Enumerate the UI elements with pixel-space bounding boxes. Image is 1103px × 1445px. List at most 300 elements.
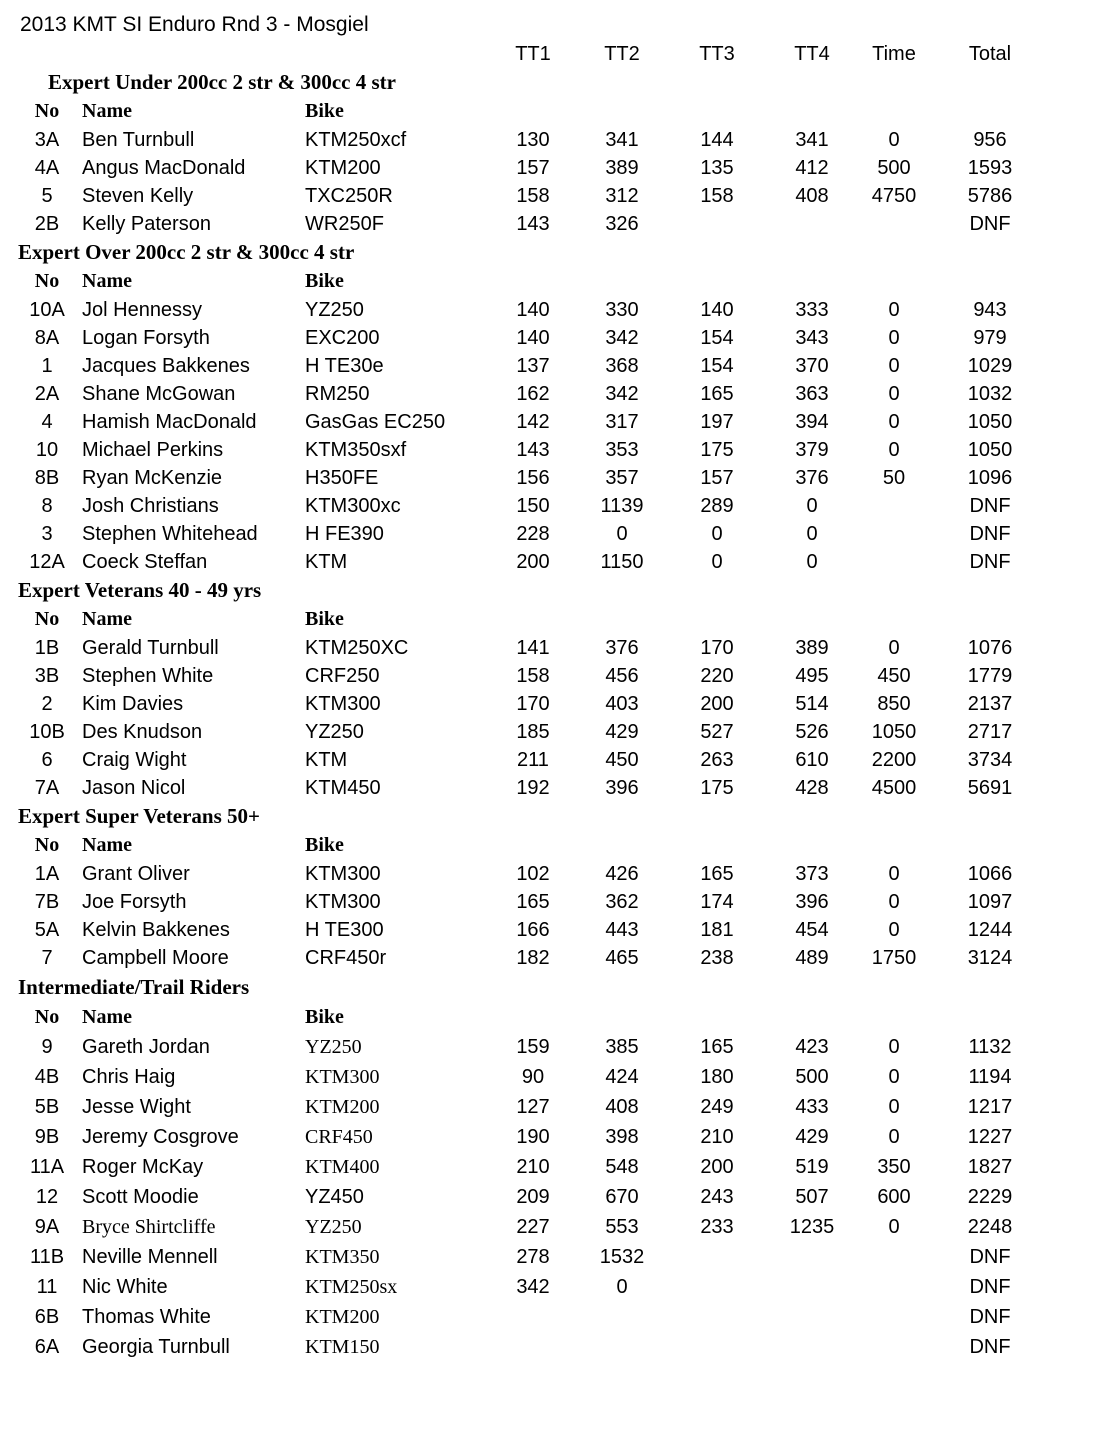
- column-header-bike: Bike: [305, 100, 344, 122]
- cell-tt1: 209: [516, 1186, 550, 1208]
- column-header-spacer: [664, 605, 770, 634]
- cell-tt3: [664, 210, 770, 238]
- cell-rider-name: Stephen Whitehead: [82, 523, 258, 545]
- cell-rider-name: Kelvin Bakkenes: [82, 919, 230, 941]
- cell-rider-name: Logan Forsyth: [82, 327, 210, 349]
- cell-rider-name: Nic White: [82, 1276, 168, 1298]
- cell-rider-number: 6: [41, 749, 53, 771]
- column-header-time: Time: [872, 43, 916, 65]
- table-row: [0, 690, 1103, 718]
- cell-tt3: 233: [700, 1216, 734, 1238]
- cell-bike: KTM: [305, 749, 348, 771]
- cell-rider-number: 12: [35, 1186, 59, 1208]
- cell-bike: KTM400: [305, 1156, 380, 1178]
- cell-rider-name: Kim Davies: [82, 693, 184, 715]
- cell-bike: KTM300xc: [305, 495, 401, 517]
- cell-total: 2229: [967, 1186, 1013, 1208]
- cell-rider-name: Shane McGowan: [82, 383, 236, 405]
- cell-rider-number: 2: [41, 693, 53, 715]
- cell-tt3: 289: [700, 495, 734, 517]
- cell-tt3: 180: [700, 1066, 734, 1088]
- cell-tt4: 454: [795, 919, 829, 941]
- cell-tt2: 553: [605, 1216, 639, 1238]
- cell-tt2: 424: [605, 1066, 639, 1088]
- cell-tt3: [664, 1332, 770, 1362]
- cell-tt2: 389: [605, 157, 639, 179]
- cell-tt4: 500: [795, 1066, 829, 1088]
- column-header-spacer-bike: [301, 40, 486, 68]
- cell-rider-name: Jesse Wight: [82, 1096, 191, 1118]
- cell-bike: TXC250R: [305, 185, 393, 207]
- cell-bike: KTM250XC: [305, 637, 409, 659]
- cell-time: 0: [888, 1066, 900, 1088]
- cell-tt3: 238: [700, 947, 734, 969]
- table-row: [0, 860, 1103, 888]
- cell-tt1: 137: [516, 355, 550, 377]
- column-header-spacer: [580, 97, 664, 126]
- section-column-header-row: [0, 267, 1103, 296]
- cell-tt4: 423: [795, 1036, 829, 1058]
- cell-bike: H TE300: [305, 919, 384, 941]
- cell-bike: KTM200: [305, 157, 381, 179]
- cell-tt4: 343: [795, 327, 829, 349]
- cell-tt1: 143: [516, 439, 550, 461]
- cell-total: 1076: [967, 637, 1013, 659]
- column-header-spacer: [486, 605, 580, 634]
- cell-tt4: 408: [795, 185, 829, 207]
- cell-total: 1593: [967, 157, 1013, 179]
- table-row: [0, 436, 1103, 464]
- table-row: [0, 1242, 1103, 1272]
- cell-bike: H350FE: [305, 467, 379, 489]
- cell-total: 1032: [967, 383, 1013, 405]
- cell-rider-number: 11A: [29, 1156, 65, 1178]
- cell-rider-name: Ben Turnbull: [82, 129, 195, 151]
- cell-time: [854, 492, 934, 520]
- cell-bike: RM250: [305, 383, 370, 405]
- cell-tt4: 412: [795, 157, 829, 179]
- cell-bike: KTM300: [305, 863, 381, 885]
- cell-time: [854, 1302, 934, 1332]
- cell-tt3: 154: [700, 355, 734, 377]
- cell-tt4: 389: [795, 637, 829, 659]
- table-row: [0, 154, 1103, 182]
- column-header-spacer: [854, 1002, 934, 1032]
- cell-total: 2137: [967, 693, 1013, 715]
- cell-tt3: 140: [700, 299, 734, 321]
- column-header-name: Name: [82, 834, 132, 856]
- section-header: Expert Over 200cc 2 str & 300cc 4 str: [18, 240, 355, 264]
- cell-tt2: 317: [605, 411, 639, 433]
- cell-time: 0: [888, 299, 900, 321]
- cell-total: 1194: [968, 1066, 1012, 1088]
- cell-total: 1096: [967, 467, 1013, 489]
- table-row: [0, 408, 1103, 436]
- cell-total: DNF: [969, 523, 1011, 545]
- table-row: [0, 1212, 1103, 1242]
- cell-tt3: 200: [700, 1156, 734, 1178]
- cell-tt4: 495: [795, 665, 829, 687]
- cell-tt3: 0: [711, 523, 723, 545]
- cell-time: 450: [877, 665, 911, 687]
- cell-time: 0: [888, 637, 900, 659]
- cell-total: 1217: [967, 1096, 1013, 1118]
- cell-rider-name: Chris Haig: [82, 1066, 176, 1088]
- cell-tt1: 150: [516, 495, 550, 517]
- cell-total: 943: [973, 299, 1007, 321]
- cell-tt2: 341: [605, 129, 639, 151]
- cell-bike: YZ250: [305, 299, 364, 321]
- cell-rider-number: 6A: [34, 1336, 60, 1358]
- column-header-name: Name: [82, 270, 132, 292]
- table-row: [0, 634, 1103, 662]
- cell-bike: KTM150: [305, 1336, 380, 1358]
- cell-bike: KTM300: [305, 693, 381, 715]
- cell-total: 3124: [967, 947, 1013, 969]
- cell-time: 0: [888, 355, 900, 377]
- column-header-spacer: [854, 831, 934, 860]
- cell-tt4: 429: [795, 1126, 829, 1148]
- column-header-total: Total: [968, 43, 1012, 65]
- cell-tt3: 527: [700, 721, 734, 743]
- cell-tt4: 0: [806, 495, 818, 517]
- cell-total: DNF: [969, 1336, 1011, 1358]
- column-header-spacer: [580, 605, 664, 634]
- cell-rider-name: Thomas White: [82, 1306, 211, 1328]
- cell-tt2: 450: [605, 749, 639, 771]
- cell-tt4: 519: [795, 1156, 829, 1178]
- cell-tt4: 341: [795, 129, 829, 151]
- cell-bike: GasGas EC250: [305, 411, 446, 433]
- cell-tt1: 190: [516, 1126, 550, 1148]
- cell-rider-number: 4B: [34, 1066, 60, 1088]
- cell-rider-number: 10: [35, 439, 59, 461]
- column-header-spacer: [486, 831, 580, 860]
- column-header-no: No: [34, 100, 60, 122]
- cell-bike: KTM250xcf: [305, 129, 407, 151]
- cell-bike: WR250F: [305, 213, 384, 235]
- cell-rider-number: 4: [41, 411, 53, 433]
- cell-tt2: 326: [605, 213, 639, 235]
- cell-tt3: 197: [700, 411, 734, 433]
- column-header-spacer: [770, 831, 854, 860]
- cell-rider-name: Campbell Moore: [82, 947, 229, 969]
- cell-tt2: 670: [605, 1186, 639, 1208]
- cell-tt3: 157: [700, 467, 734, 489]
- cell-tt3: 0: [711, 551, 723, 573]
- column-header-no: No: [34, 834, 60, 856]
- table-row: [0, 718, 1103, 746]
- column-header-spacer: [854, 267, 934, 296]
- cell-tt2: 376: [605, 637, 639, 659]
- cell-tt1: 166: [516, 919, 550, 941]
- cell-tt3: 170: [700, 637, 734, 659]
- column-header-spacer: [486, 97, 580, 126]
- column-header-tt4: TT4: [794, 43, 830, 65]
- cell-tt3: 165: [700, 1036, 734, 1058]
- cell-bike: YZ450: [305, 1186, 364, 1208]
- cell-rider-name: Jason Nicol: [82, 777, 186, 799]
- cell-rider-name: Georgia Turnbull: [82, 1336, 230, 1358]
- cell-total: 5691: [967, 777, 1013, 799]
- column-header-no: No: [34, 608, 60, 630]
- section-column-header-row: [0, 97, 1103, 126]
- cell-total: 1050: [967, 439, 1013, 461]
- table-row: [0, 324, 1103, 352]
- column-header-spacer: [580, 831, 664, 860]
- column-header-bike: Bike: [305, 1006, 344, 1028]
- cell-tt1: 143: [516, 213, 550, 235]
- column-header-spacer: [664, 831, 770, 860]
- cell-time: 4500: [871, 777, 917, 799]
- table-row: [0, 182, 1103, 210]
- cell-tt4: 379: [795, 439, 829, 461]
- cell-rider-number: 9B: [34, 1126, 60, 1148]
- cell-time: 0: [888, 891, 900, 913]
- cell-rider-name: Neville Mennell: [82, 1246, 218, 1268]
- cell-total: 2248: [967, 1216, 1013, 1238]
- cell-time: 50: [882, 467, 906, 489]
- cell-tt1: 140: [516, 299, 550, 321]
- cell-tt4: 526: [795, 721, 829, 743]
- cell-total: 979: [973, 327, 1007, 349]
- cell-tt1: 210: [516, 1156, 550, 1178]
- cell-time: [854, 1242, 934, 1272]
- cell-tt2: 548: [605, 1156, 639, 1178]
- cell-tt2: [580, 1332, 664, 1362]
- section-header: Expert Veterans 40 - 49 yrs: [18, 578, 262, 602]
- cell-total: DNF: [969, 213, 1011, 235]
- cell-tt1: [486, 1332, 580, 1362]
- section-header: Expert Under 200cc 2 str & 300cc 4 str: [48, 70, 396, 94]
- cell-tt4: 370: [795, 355, 829, 377]
- cell-tt1: 200: [516, 551, 550, 573]
- cell-tt4: 333: [795, 299, 829, 321]
- cell-rider-name: Joe Forsyth: [82, 891, 187, 913]
- cell-tt1: 227: [516, 1216, 550, 1238]
- cell-total: 3734: [967, 749, 1013, 771]
- cell-tt3: 249: [700, 1096, 734, 1118]
- cell-bike: YZ250: [305, 1036, 362, 1058]
- cell-time: [854, 1332, 934, 1362]
- cell-rider-number: 2A: [34, 383, 60, 405]
- cell-total: DNF: [969, 1276, 1011, 1298]
- column-header-spacer: [664, 1002, 770, 1032]
- cell-total: 1050: [967, 411, 1013, 433]
- cell-bike: KTM350sxf: [305, 439, 407, 461]
- table-row: [0, 126, 1103, 154]
- cell-rider-number: 9A: [34, 1216, 60, 1238]
- cell-tt4: 0: [806, 523, 818, 545]
- cell-time: 0: [888, 327, 900, 349]
- cell-bike: KTM250sx: [305, 1276, 398, 1298]
- cell-rider-number: 8B: [34, 467, 60, 489]
- table-row: [0, 746, 1103, 774]
- cell-rider-name: Jeremy Cosgrove: [82, 1126, 239, 1148]
- cell-rider-number: 9: [41, 1036, 53, 1058]
- cell-rider-number: 8A: [34, 327, 60, 349]
- cell-tt1: 140: [516, 327, 550, 349]
- cell-time: 0: [888, 1096, 900, 1118]
- cell-tt4: 396: [795, 891, 829, 913]
- cell-tt3: 158: [700, 185, 734, 207]
- table-row: [0, 352, 1103, 380]
- cell-rider-name: Jacques Bakkenes: [82, 355, 250, 377]
- cell-tt4: 0: [806, 551, 818, 573]
- column-header-spacer: [664, 97, 770, 126]
- cell-tt1: 157: [516, 157, 550, 179]
- table-row: [0, 520, 1103, 548]
- cell-tt1: 162: [516, 383, 550, 405]
- table-row: [0, 492, 1103, 520]
- column-header-spacer: [770, 605, 854, 634]
- cell-tt4: [770, 1242, 854, 1272]
- section-header: Expert Super Veterans 50+: [18, 804, 261, 828]
- column-header-spacer: [934, 267, 1046, 296]
- column-header-tt1: TT1: [515, 43, 551, 65]
- cell-rider-number: 3A: [34, 129, 60, 151]
- cell-tt4: 514: [795, 693, 829, 715]
- cell-time: 0: [888, 383, 900, 405]
- cell-rider-number: 5B: [34, 1096, 60, 1118]
- cell-time: 0: [888, 1126, 900, 1148]
- cell-rider-name: Stephen White: [82, 665, 214, 687]
- cell-tt2: 456: [605, 665, 639, 687]
- table-row: [0, 380, 1103, 408]
- sections: [0, 68, 1103, 1362]
- cell-total: 956: [973, 129, 1007, 151]
- table-row: [0, 1062, 1103, 1092]
- table-row: [0, 1092, 1103, 1122]
- cell-rider-name: Angus MacDonald: [82, 157, 246, 179]
- column-header-spacer: [580, 267, 664, 296]
- column-header-spacer: [934, 605, 1046, 634]
- cell-bike: H FE390: [305, 523, 384, 545]
- cell-tt1: 228: [516, 523, 550, 545]
- cell-tt2: 465: [605, 947, 639, 969]
- cell-tt4: [770, 210, 854, 238]
- column-header-bike: Bike: [305, 270, 344, 292]
- table-row: [0, 464, 1103, 492]
- cell-tt4: 610: [795, 749, 829, 771]
- table-row: [0, 548, 1103, 576]
- cell-tt2: 1532: [599, 1246, 645, 1268]
- cell-tt3: 263: [700, 749, 734, 771]
- cell-tt3: 165: [700, 863, 734, 885]
- column-header-spacer: [486, 1002, 580, 1032]
- cell-bike: CRF450: [305, 1126, 373, 1148]
- column-header-no: No: [34, 270, 60, 292]
- cell-bike: YZ250: [305, 721, 364, 743]
- cell-tt2: 368: [605, 355, 639, 377]
- cell-time: [854, 520, 934, 548]
- cell-bike: H TE30e: [305, 355, 384, 377]
- cell-total: 1097: [967, 891, 1013, 913]
- column-header-spacer: [934, 831, 1046, 860]
- cell-tt1: 165: [516, 891, 550, 913]
- cell-tt2: 1150: [600, 551, 644, 573]
- cell-tt3: [664, 1272, 770, 1302]
- cell-tt3: 175: [700, 439, 734, 461]
- column-header-spacer: [934, 97, 1046, 126]
- cell-rider-name: Des Knudson: [82, 721, 203, 743]
- column-header-bike: Bike: [305, 834, 344, 856]
- cell-tt1: 156: [516, 467, 550, 489]
- cell-rider-number: 10A: [29, 299, 65, 321]
- page-title: 2013 KMT SI Enduro Rnd 3 - Mosgiel: [20, 13, 369, 36]
- cell-tt3: 210: [700, 1126, 734, 1148]
- cell-bike: KTM: [305, 551, 348, 573]
- cell-rider-name: Roger McKay: [82, 1156, 204, 1178]
- cell-time: 0: [888, 1216, 900, 1238]
- column-header-spacer: [770, 267, 854, 296]
- cell-tt1: 211: [517, 749, 549, 771]
- cell-tt3: [664, 1242, 770, 1272]
- cell-tt4: 428: [795, 777, 829, 799]
- cell-total: 1827: [967, 1156, 1013, 1178]
- cell-rider-number: 2B: [34, 213, 60, 235]
- cell-tt1: 342: [516, 1276, 550, 1298]
- cell-time: 0: [888, 1036, 900, 1058]
- cell-time: 1050: [871, 721, 917, 743]
- cell-bike: KTM450: [305, 777, 381, 799]
- cell-tt3: 220: [700, 665, 734, 687]
- cell-tt2: 398: [605, 1126, 639, 1148]
- cell-rider-number: 3B: [34, 665, 60, 687]
- cell-bike: KTM350: [305, 1246, 380, 1268]
- cell-total: 1227: [967, 1126, 1013, 1148]
- cell-total: 5786: [967, 185, 1013, 207]
- cell-bike: CRF450r: [305, 947, 387, 969]
- column-header-spacer: [854, 97, 934, 126]
- cell-time: 850: [877, 693, 911, 715]
- cell-tt2: 396: [605, 777, 639, 799]
- cell-time: 500: [877, 157, 911, 179]
- column-header-no: No: [34, 1006, 60, 1028]
- cell-tt3: 135: [700, 157, 734, 179]
- cell-time: 2200: [871, 749, 917, 771]
- table-row: [0, 888, 1103, 916]
- cell-time: 0: [888, 411, 900, 433]
- cell-tt1: 130: [516, 129, 550, 151]
- cell-tt1: 158: [516, 665, 550, 687]
- cell-rider-name: Jol Hennessy: [82, 299, 203, 321]
- cell-tt4: 433: [795, 1096, 829, 1118]
- cell-rider-number: 1A: [34, 863, 60, 885]
- column-header-tt3: TT3: [699, 43, 735, 65]
- section-column-header-row: [0, 1002, 1103, 1032]
- cell-rider-number: 11B: [29, 1246, 65, 1268]
- column-header-spacer-no: [0, 40, 78, 68]
- cell-rider-name: Scott Moodie: [82, 1186, 199, 1208]
- cell-tt1: 102: [516, 863, 550, 885]
- cell-tt2: 1139: [600, 495, 644, 517]
- column-header-spacer: [854, 605, 934, 634]
- cell-tt4: 1235: [789, 1216, 835, 1238]
- table-row: [0, 1272, 1103, 1302]
- cell-rider-number: 5A: [34, 919, 60, 941]
- cell-total: DNF: [969, 551, 1011, 573]
- cell-rider-name: Kelly Paterson: [82, 213, 211, 235]
- cell-time: 0: [888, 863, 900, 885]
- cell-tt1: 192: [516, 777, 550, 799]
- cell-tt2: 342: [605, 327, 639, 349]
- column-header-spacer: [934, 1002, 1046, 1032]
- column-header-bike: Bike: [305, 608, 344, 630]
- cell-bike: KTM200: [305, 1306, 380, 1328]
- cell-rider-number: 8: [41, 495, 53, 517]
- cell-tt2: 0: [616, 1276, 628, 1298]
